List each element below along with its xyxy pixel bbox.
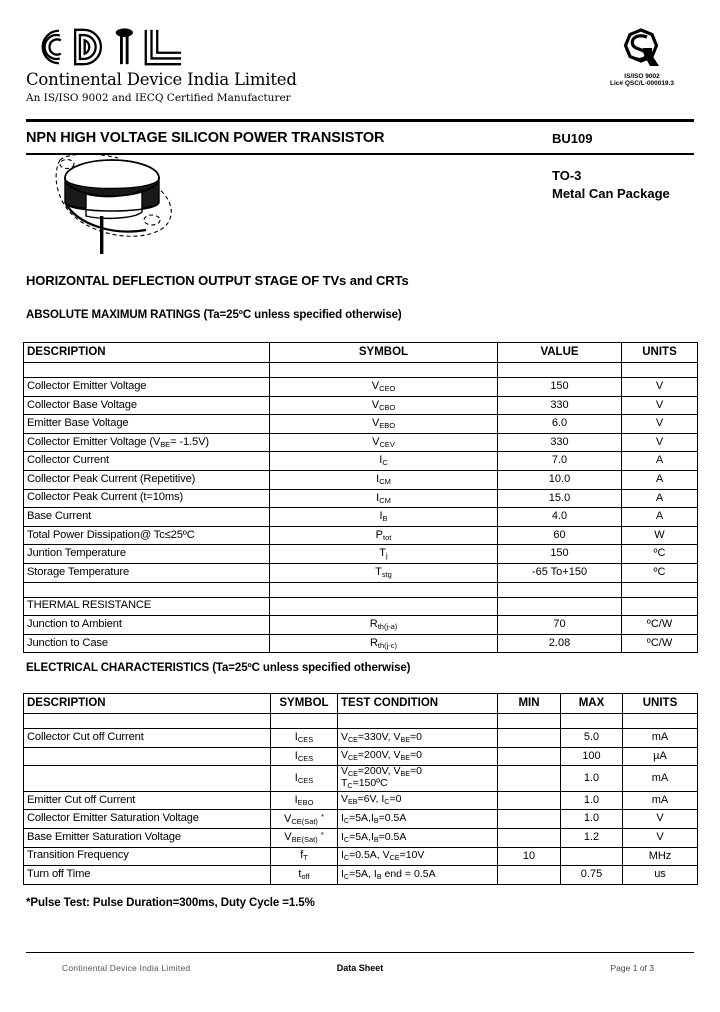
table-row	[24, 545, 698, 564]
iso-certification-icon	[619, 28, 665, 72]
cell-units: A	[622, 452, 698, 471]
table-row	[24, 489, 698, 508]
table-row	[24, 563, 698, 582]
company-tagline: An IS/ISO 9002 and IECQ Certified Manufacturer	[26, 92, 291, 104]
column-header-units: UNITS	[623, 694, 698, 714]
table-row	[24, 729, 698, 748]
application-line: HORIZONTAL DEFLECTION OUTPUT STAGE OF TVs and CRTs	[26, 273, 409, 288]
cell-min	[498, 714, 561, 729]
table-row	[24, 470, 698, 489]
table-row	[24, 766, 698, 792]
absolute-maximum-ratings-title: ABSOLUTE MAXIMUM RATINGS (Ta=25ºC unless specified otherwise)	[26, 309, 402, 321]
cell-symbol: $V_{CEV}$	[270, 433, 498, 452]
cell-symbol: $I_{CES}$	[271, 729, 338, 748]
cell-max: 1.2	[561, 828, 623, 847]
cell-test-condition: $V_{EB}=6V$, $I_C=0$	[338, 791, 498, 810]
cell-value: 2.08	[498, 634, 622, 653]
footer-divider	[26, 952, 694, 953]
cell-value: 330	[498, 433, 622, 452]
cell-symbol: $I_C$	[270, 452, 498, 471]
footer-company: Continental Device India Limited	[62, 963, 191, 973]
cell-symbol: $T_j$	[270, 545, 498, 564]
cell-value: 4.0	[498, 508, 622, 527]
header-divider	[26, 119, 694, 122]
cell-value: 15.0	[498, 489, 622, 508]
table-row	[24, 747, 698, 766]
cell-symbol	[270, 582, 498, 597]
footer-page-number: Page 1 of 3	[610, 963, 654, 973]
table-row	[24, 847, 698, 866]
table-row	[24, 866, 698, 885]
cell-test-condition: $V_{CE}=200V$, $V_{BE}=0$	[338, 747, 498, 766]
cell-units: ºC/W	[622, 634, 698, 653]
column-header-units: UNITS	[622, 343, 698, 363]
cell-test-condition: $I_C=5A,I_B=0.5A$	[338, 828, 498, 847]
electrical-characteristics-table	[23, 693, 698, 885]
cell-units	[622, 582, 698, 597]
cell-description: Junction to Ambient	[24, 616, 270, 635]
cell-value: 330	[498, 396, 622, 415]
cell-units: ºC	[622, 545, 698, 564]
cell-symbol	[270, 597, 498, 616]
cell-units: mA	[623, 766, 698, 792]
cell-value: 70	[498, 616, 622, 635]
cell-units: V	[623, 828, 698, 847]
cell-symbol: $V_{EBO}$	[270, 415, 498, 434]
page-title: NPN HIGH VOLTAGE SILICON POWER TRANSISTOR	[26, 130, 385, 146]
cell-max: 1.0	[561, 810, 623, 829]
cell-value: 10.0	[498, 470, 622, 489]
table-row	[24, 616, 698, 635]
cell-units: mA	[623, 791, 698, 810]
table-row	[24, 378, 698, 397]
table-row	[24, 582, 698, 597]
column-header-symbol: SYMBOL	[270, 343, 498, 363]
table-row	[24, 363, 698, 378]
cell-description: Collector Emitter Voltage $(V_{BE}= -1.5V)$	[24, 433, 270, 452]
cell-test-condition: $V_{CE}=200V$, $V_{BE}=0$ $T_C=150ºC$	[338, 766, 498, 792]
cell-description: Collector Emitter Voltage	[24, 378, 270, 397]
table-row	[24, 791, 698, 810]
package-name: Metal Can Package	[552, 186, 670, 201]
electrical-characteristics-title: ELECTRICAL CHARACTERISTICS (Ta=25ºC unless specified otherwise)	[26, 662, 411, 674]
cell-symbol: $V_{CE(Sat)}$ *	[271, 810, 338, 829]
cell-test-condition: $I_C=5A,I_B=0.5A$	[338, 810, 498, 829]
table-row	[24, 810, 698, 829]
footer-doc-type: Data Sheet	[336, 963, 384, 973]
page-header	[26, 26, 694, 110]
cell-min	[498, 729, 561, 748]
cell-symbol: $I_B$	[270, 508, 498, 527]
cell-description: Collector Base Voltage	[24, 396, 270, 415]
cell-min	[498, 866, 561, 885]
cell-description: Collector Peak Current (Repetitive)	[24, 470, 270, 489]
cell-symbol: $V_{BE(Sat)}$ *	[271, 828, 338, 847]
cell-symbol: $T_{stg}$	[270, 563, 498, 582]
cell-value: -65 To+150	[498, 563, 622, 582]
cell-min	[498, 747, 561, 766]
cell-max: 100	[561, 747, 623, 766]
cell-units: A	[622, 470, 698, 489]
cell-units	[622, 597, 698, 616]
cell-value: 60	[498, 526, 622, 545]
part-number: BU109	[552, 131, 593, 146]
cell-value	[498, 597, 622, 616]
cell-units: A	[622, 508, 698, 527]
cell-symbol	[271, 714, 338, 729]
company-logo-block	[26, 26, 297, 104]
column-header-test-condition: TEST CONDITION	[338, 694, 498, 714]
column-header-symbol: SYMBOL	[271, 694, 338, 714]
table-row	[24, 508, 698, 527]
cell-units: µA	[623, 747, 698, 766]
column-header-min: MIN	[498, 694, 561, 714]
company-name: Continental Device India Limited	[26, 70, 297, 89]
cell-symbol	[270, 363, 498, 378]
cell-symbol: $t_{off}$	[271, 866, 338, 885]
cell-description: Collector Emitter Saturation Voltage	[24, 810, 271, 829]
cdil-logo-icon	[26, 26, 256, 68]
table-row	[24, 634, 698, 653]
cell-symbol: $f_T$	[271, 847, 338, 866]
cell-units: ºC	[622, 563, 698, 582]
cell-value: 7.0	[498, 452, 622, 471]
cell-symbol: $V_{CEO}$	[270, 378, 498, 397]
cell-symbol: $V_{CBO}$	[270, 396, 498, 415]
cell-max: 5.0	[561, 729, 623, 748]
cell-units	[622, 363, 698, 378]
cell-value: 6.0	[498, 415, 622, 434]
cell-value	[498, 582, 622, 597]
cell-description: Emitter Base Voltage	[24, 415, 270, 434]
cell-units: ºC/W	[622, 616, 698, 635]
cell-description: Junction to Case	[24, 634, 270, 653]
table-header-row	[24, 694, 698, 714]
cell-symbol: $I_{EBO}$	[271, 791, 338, 810]
column-header-max: MAX	[561, 694, 623, 714]
cell-min	[498, 766, 561, 792]
cell-max: 1.0	[561, 791, 623, 810]
cell-units: A	[622, 489, 698, 508]
cell-max	[561, 714, 623, 729]
cell-max: 1.0	[561, 766, 623, 792]
cell-description	[24, 766, 271, 792]
cell-test-condition	[338, 714, 498, 729]
table-row	[24, 396, 698, 415]
absolute-maximum-ratings-table	[23, 342, 698, 653]
pulse-test-footnote: *Pulse Test: Pulse Duration=300ms, Duty Cycle =1.5%	[26, 897, 315, 909]
cell-description: Base Emitter Saturation Voltage	[24, 828, 271, 847]
cell-max: 0.75	[561, 866, 623, 885]
cell-min: 10	[498, 847, 561, 866]
cell-symbol: $P_{tot}$	[270, 526, 498, 545]
cell-units: mA	[623, 729, 698, 748]
cell-max	[561, 847, 623, 866]
cell-description: Juntion Temperature	[24, 545, 270, 564]
cell-units: W	[622, 526, 698, 545]
cell-description: Turn off Time	[24, 866, 271, 885]
table-row	[24, 714, 698, 729]
cell-units: V	[623, 810, 698, 829]
column-header-description: DESCRIPTION	[24, 343, 270, 363]
iso-standard-label: IS/ISO 9002	[624, 73, 660, 80]
table-row	[24, 828, 698, 847]
cell-description: Emitter Cut off Current	[24, 791, 271, 810]
cell-value	[498, 363, 622, 378]
cell-test-condition: $V_{CE}=330V$, $V_{BE}=0$	[338, 729, 498, 748]
table-row	[24, 415, 698, 434]
table-row	[24, 433, 698, 452]
cell-description: Transition Frequency	[24, 847, 271, 866]
cell-description: Storage Temperature	[24, 563, 270, 582]
cell-symbol: $I_{CES}$	[271, 747, 338, 766]
cell-description	[24, 747, 271, 766]
table-row	[24, 526, 698, 545]
cell-units: V	[622, 433, 698, 452]
cell-symbol: $I_{CES}$	[271, 766, 338, 792]
cell-symbol: $R_{th(j-c)}$	[270, 634, 498, 653]
cell-description: Total Power Dissipation@ Tc≤25ºC	[24, 526, 270, 545]
cell-description: THERMAL RESISTANCE	[24, 597, 270, 616]
cell-description	[24, 363, 270, 378]
cell-description: Collector Peak Current (t=10ms)	[24, 489, 270, 508]
column-header-description: DESCRIPTION	[24, 694, 271, 714]
cell-min	[498, 810, 561, 829]
cell-units: V	[622, 396, 698, 415]
table-header-row	[24, 343, 698, 363]
cell-symbol: $I_{CM}$	[270, 489, 498, 508]
cell-units	[623, 714, 698, 729]
to3-package-drawing	[42, 150, 192, 260]
cell-min	[498, 828, 561, 847]
cell-description	[24, 582, 270, 597]
cell-min	[498, 791, 561, 810]
cell-test-condition: $I_C=5A$, $I_B$ end = 0.5A	[338, 866, 498, 885]
iso-certification-block	[590, 28, 694, 87]
cell-test-condition: $I_C=0.5A$, $V_{CE}=10V$	[338, 847, 498, 866]
cell-description: Collector Cut off Current	[24, 729, 271, 748]
cell-value: 150	[498, 545, 622, 564]
iso-license-label: Lic# QSC/L-000019.3	[610, 80, 674, 87]
package-type: TO-3	[552, 168, 582, 183]
cell-units: us	[623, 866, 698, 885]
cell-units: MHz	[623, 847, 698, 866]
table-row	[24, 452, 698, 471]
cell-units: V	[622, 378, 698, 397]
table-row	[24, 597, 698, 616]
cell-description: Collector Current	[24, 452, 270, 471]
cell-symbol: $R_{th(j-a)}$	[270, 616, 498, 635]
cell-value: 150	[498, 378, 622, 397]
cell-description	[24, 714, 271, 729]
cell-units: V	[622, 415, 698, 434]
column-header-value: VALUE	[498, 343, 622, 363]
cell-description: Base Current	[24, 508, 270, 527]
cell-symbol: $I_{CM}$	[270, 470, 498, 489]
